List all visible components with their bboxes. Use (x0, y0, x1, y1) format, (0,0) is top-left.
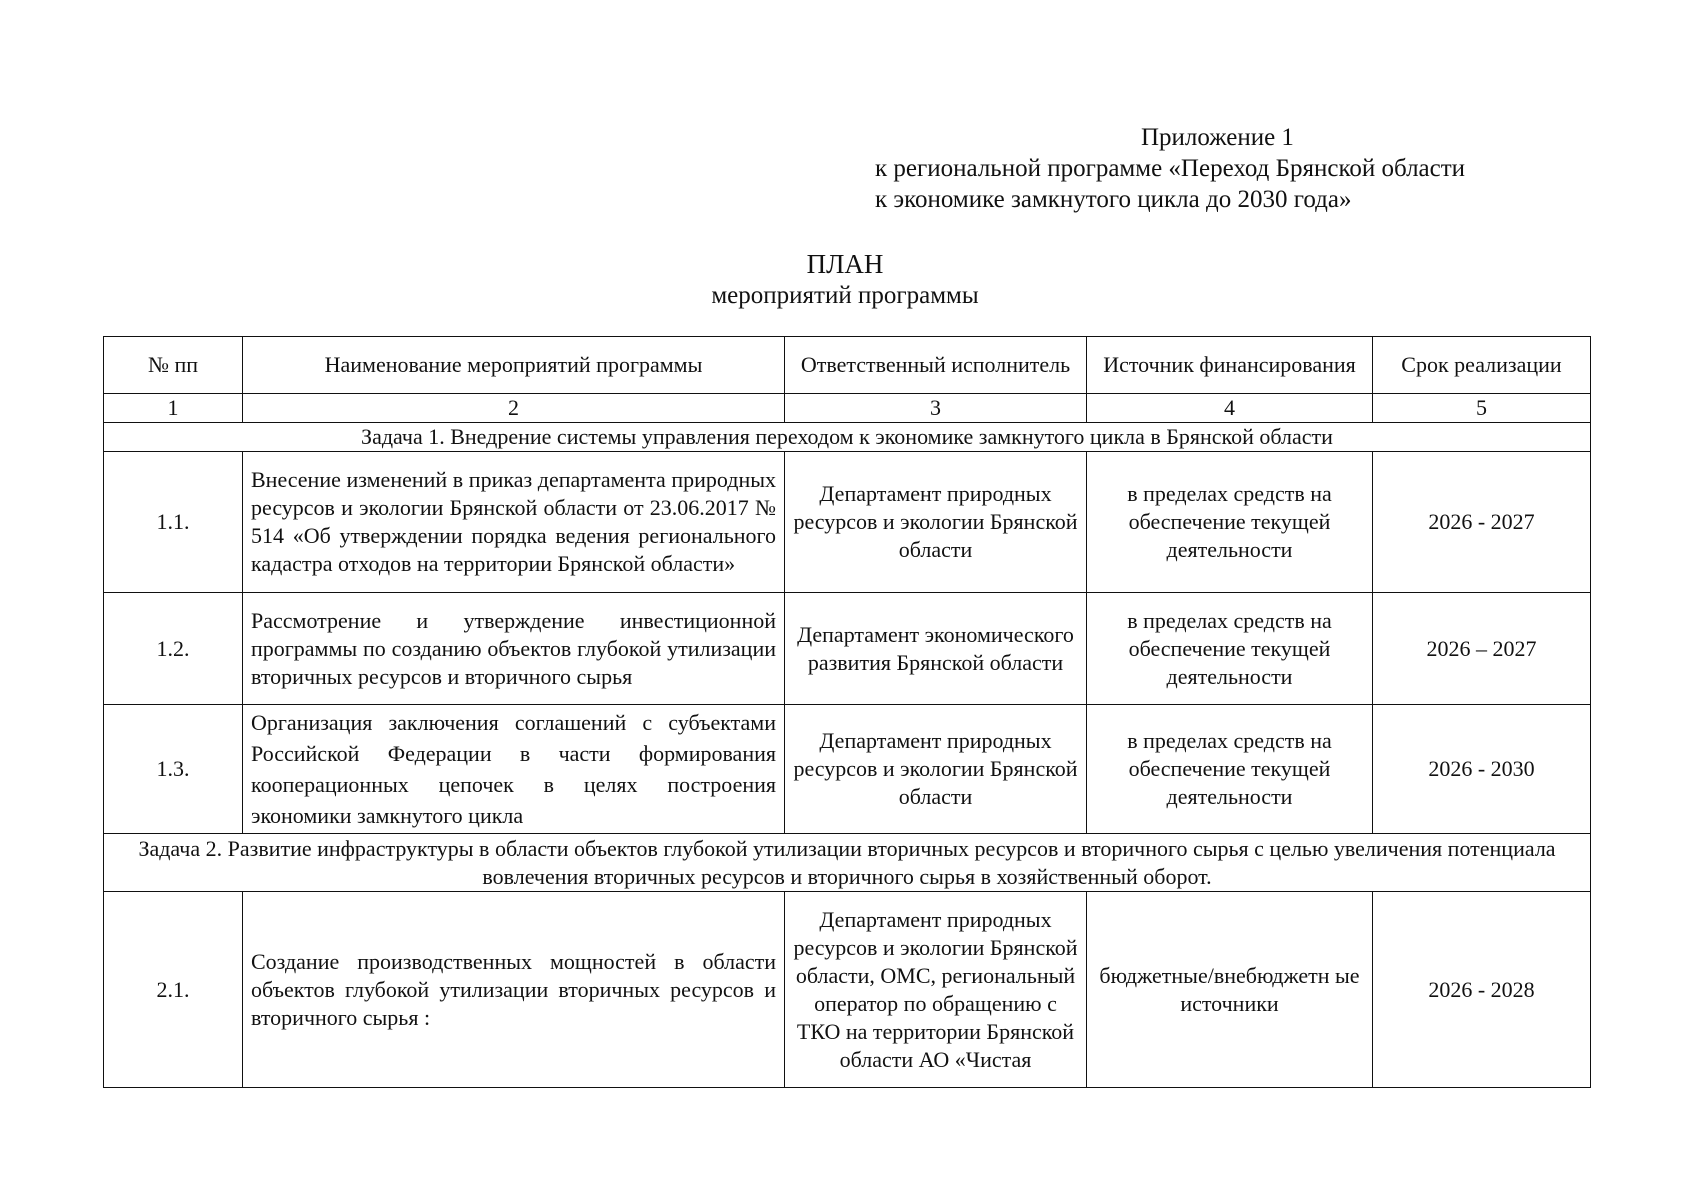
row-number: 2.1. (104, 892, 243, 1088)
header-row (104, 337, 1591, 394)
row-term: 2026 - 2027 (1373, 452, 1591, 593)
column-number: 4 (1087, 394, 1373, 423)
row-executor: Департамент природных ресурсов и экологии Брянской области (785, 452, 1087, 593)
appendix-heading (875, 122, 1465, 215)
row-term: 2026 - 2030 (1373, 705, 1591, 834)
row-funding: в пределах средств на обеспечение текущей деятельности (1087, 452, 1373, 593)
row-executor: Департамент экономического развития Брянской области (785, 593, 1087, 705)
row-funding: бюджетные/внебюджетн ые источники (1087, 892, 1373, 1088)
plan-table (103, 336, 1591, 1088)
row-activity-name: Внесение изменений в приказ департамента природных ресурсов и экологии Брянской области от 23.06.2017 № 514 «Об утверждении порядка ведения регионального кадастра отходов на территории Брянской области» (243, 452, 785, 593)
header-cell-term: Срок реализации (1373, 337, 1591, 394)
row-executor: Департамент природных ресурсов и экологии Брянской области, ОМС, региональный оператор по обращению с ТКО на территории Брянской области АО «Чистая (785, 892, 1087, 1088)
column-number: 2 (243, 394, 785, 423)
row-term: 2026 - 2028 (1373, 892, 1591, 1088)
column-number: 5 (1373, 394, 1591, 423)
header-cell-executor: Ответственный исполнитель (785, 337, 1087, 394)
column-number: 1 (104, 394, 243, 423)
table-row (104, 892, 1591, 1088)
row-funding: в пределах средств на обеспечение текущей деятельности (1087, 705, 1373, 834)
header-cell-name: Наименование мероприятий программы (243, 337, 785, 394)
plan-title: ПЛАН (806, 249, 884, 279)
row-number: 1.2. (104, 593, 243, 705)
column-number-row (104, 394, 1591, 423)
row-activity-name: Рассмотрение и утверждение инвестиционной программы по созданию объектов глубокой утилизации вторичных ресурсов и вторичного сырья (243, 593, 785, 705)
header-cell-funding: Источник финансирования (1087, 337, 1373, 394)
appendix-label: Приложение 1 (1141, 124, 1294, 151)
row-term: 2026 – 2027 (1373, 593, 1591, 705)
task-title: Задача 1. Внедрение системы управления переходом к экономике замкнутого цикла в Брянской области (104, 423, 1591, 452)
row-number: 1.1. (104, 452, 243, 593)
appendix-program-line-2: к экономике замкнутого цикла до 2030 года» (875, 186, 1352, 213)
row-activity-name: Организация заключения соглашений с субъектами Российской Федерации в части формирования кооперационных цепочек в целях построения экономики замкнутого цикла (243, 705, 785, 834)
row-executor: Департамент природных ресурсов и экологии Брянской области (785, 705, 1087, 834)
plan-subtitle: мероприятий программы (711, 282, 979, 309)
table-row (104, 705, 1591, 834)
task-row (104, 423, 1591, 452)
document-title (0, 248, 1690, 312)
appendix-program-line: к региональной программе «Переход Брянской области (875, 155, 1466, 182)
task-title: Задача 2. Развитие инфраструктуры в области объектов глубокой утилизации вторичных ресурсов и вторичного сырья с целью увеличения потенциала вовлечения вторичных ресурсов и вторичного сырья в хозяйственный оборот. (104, 834, 1591, 892)
header-cell-number: № пп (104, 337, 243, 394)
table-row (104, 452, 1591, 593)
row-activity-name: Создание производственных мощностей в области объектов глубокой утилизации вторичных ресурсов и вторичного сырья : (243, 892, 785, 1088)
row-number: 1.3. (104, 705, 243, 834)
task-row (104, 834, 1591, 892)
column-number: 3 (785, 394, 1087, 423)
table-row (104, 593, 1591, 705)
row-funding: в пределах средств на обеспечение текущей деятельности (1087, 593, 1373, 705)
